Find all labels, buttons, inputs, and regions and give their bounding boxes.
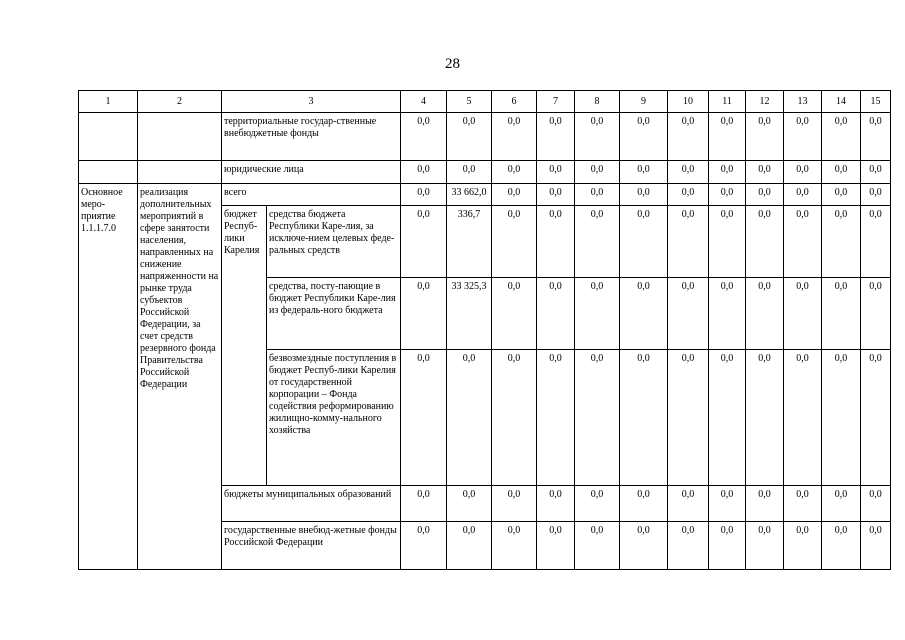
value-cell: 0,0	[575, 486, 620, 522]
value-cell: 0,0	[668, 522, 709, 570]
value-cell: 33 325,3	[447, 278, 492, 350]
empty-cell	[79, 161, 138, 184]
value-cell: 0,0	[822, 184, 861, 206]
header-cell: 14	[822, 91, 861, 113]
header-cell: 10	[668, 91, 709, 113]
value-cell: 0,0	[784, 184, 822, 206]
header-cell: 11	[709, 91, 746, 113]
value-cell: 0,0	[668, 113, 709, 161]
value-cell: 0,0	[822, 486, 861, 522]
value-cell: 0,0	[784, 522, 822, 570]
value-cell: 0,0	[709, 350, 746, 486]
value-cell: 0,0	[668, 486, 709, 522]
row-label: юридические лица	[222, 161, 401, 184]
value-cell: 0,0	[401, 161, 447, 184]
value-cell: 0,0	[709, 113, 746, 161]
header-cell: 9	[620, 91, 668, 113]
value-cell: 0,0	[537, 113, 575, 161]
value-cell: 0,0	[668, 161, 709, 184]
value-cell: 0,0	[620, 486, 668, 522]
value-cell: 0,0	[537, 184, 575, 206]
event-description: реализация дополнительных мероприятий в сфере занятости населения, направленных на снижение напряженности на рынке труда субъектов Российской Федерации, за счет средств резервного фонда Правительства Российской Федерации	[138, 184, 222, 570]
header-cell: 6	[492, 91, 537, 113]
value-cell: 0,0	[746, 184, 784, 206]
value-cell: 0,0	[746, 486, 784, 522]
value-cell: 0,0	[709, 278, 746, 350]
value-cell: 0,0	[575, 278, 620, 350]
header-cell: 4	[401, 91, 447, 113]
row-label: государственные внебюд-жетные фонды Российской Федерации	[222, 522, 401, 570]
table-row	[79, 113, 891, 161]
value-cell: 0,0	[861, 350, 891, 486]
value-cell: 0,0	[447, 522, 492, 570]
value-cell: 0,0	[401, 184, 447, 206]
value-cell: 0,0	[620, 161, 668, 184]
empty-cell	[79, 113, 138, 161]
value-cell: 0,0	[537, 486, 575, 522]
value-cell: 0,0	[822, 278, 861, 350]
value-cell: 0,0	[822, 522, 861, 570]
value-cell: 0,0	[447, 113, 492, 161]
value-cell: 0,0	[709, 486, 746, 522]
value-cell: 0,0	[575, 206, 620, 278]
value-cell: 0,0	[537, 350, 575, 486]
value-cell: 0,0	[492, 184, 537, 206]
value-cell: 0,0	[861, 184, 891, 206]
value-cell: 0,0	[709, 522, 746, 570]
row-label: безвозмездные поступления в бюджет Респуб-лики Карелия от государственной корпорации – Фонда содействия реформированию жилищно-комму-нального хозяйства	[267, 350, 401, 486]
row-label: бюджеты муниципальных образований	[222, 486, 401, 522]
header-cell: 12	[746, 91, 784, 113]
budget-table	[78, 90, 891, 570]
value-cell: 0,0	[746, 161, 784, 184]
value-cell: 0,0	[784, 278, 822, 350]
value-cell: 0,0	[709, 161, 746, 184]
value-cell: 0,0	[784, 113, 822, 161]
value-cell: 0,0	[492, 278, 537, 350]
value-cell: 0,0	[537, 278, 575, 350]
row-label: средства, посту-пающие в бюджет Республики Каре-лия из федераль-ного бюджета	[267, 278, 401, 350]
page-number: 28	[445, 56, 460, 72]
header-cell: 2	[138, 91, 222, 113]
value-cell: 0,0	[620, 113, 668, 161]
header-cell: 1	[79, 91, 138, 113]
value-cell: 0,0	[401, 206, 447, 278]
value-cell: 0,0	[492, 206, 537, 278]
value-cell: 0,0	[746, 278, 784, 350]
value-cell: 0,0	[861, 161, 891, 184]
value-cell: 0,0	[575, 161, 620, 184]
row-label: средства бюджета Республики Каре-лия, за исключе-нием целевых феде-ральных средств	[267, 206, 401, 278]
value-cell: 0,0	[822, 161, 861, 184]
value-cell: 0,0	[401, 486, 447, 522]
value-cell: 0,0	[784, 486, 822, 522]
value-cell: 0,0	[537, 206, 575, 278]
value-cell: 336,7	[447, 206, 492, 278]
value-cell: 0,0	[668, 350, 709, 486]
value-cell: 0,0	[447, 350, 492, 486]
value-cell: 0,0	[746, 350, 784, 486]
value-cell: 0,0	[784, 206, 822, 278]
value-cell: 0,0	[620, 184, 668, 206]
value-cell: 0,0	[537, 161, 575, 184]
value-cell: 0,0	[492, 350, 537, 486]
empty-cell	[138, 161, 222, 184]
value-cell: 0,0	[492, 486, 537, 522]
value-cell: 0,0	[447, 486, 492, 522]
value-cell: 0,0	[492, 161, 537, 184]
value-cell: 0,0	[575, 350, 620, 486]
value-cell: 33 662,0	[447, 184, 492, 206]
value-cell: 0,0	[492, 522, 537, 570]
value-cell: 0,0	[861, 278, 891, 350]
value-cell: 0,0	[620, 350, 668, 486]
value-cell: 0,0	[861, 486, 891, 522]
budget-group-label: бюджет Респуб-лики Карелия	[222, 206, 267, 486]
header-cell: 5	[447, 91, 492, 113]
value-cell: 0,0	[492, 113, 537, 161]
value-cell: 0,0	[620, 522, 668, 570]
value-cell: 0,0	[822, 113, 861, 161]
value-cell: 0,0	[709, 206, 746, 278]
header-row	[79, 91, 891, 113]
value-cell: 0,0	[668, 206, 709, 278]
value-cell: 0,0	[575, 113, 620, 161]
table-row	[79, 184, 891, 206]
value-cell: 0,0	[401, 350, 447, 486]
empty-cell	[138, 113, 222, 161]
value-cell: 0,0	[784, 350, 822, 486]
value-cell: 0,0	[822, 350, 861, 486]
value-cell: 0,0	[401, 278, 447, 350]
value-cell: 0,0	[401, 522, 447, 570]
header-cell: 13	[784, 91, 822, 113]
header-cell: 7	[537, 91, 575, 113]
value-cell: 0,0	[447, 161, 492, 184]
value-cell: 0,0	[575, 522, 620, 570]
event-code: Основное меро-приятие 1.1.1.7.0	[79, 184, 138, 570]
header-cell: 8	[575, 91, 620, 113]
value-cell: 0,0	[668, 278, 709, 350]
value-cell: 0,0	[861, 113, 891, 161]
row-label: территориальные государ-ственные внебюджетные фонды	[222, 113, 401, 161]
value-cell: 0,0	[620, 278, 668, 350]
value-cell: 0,0	[575, 184, 620, 206]
value-cell: 0,0	[668, 184, 709, 206]
row-label: всего	[222, 184, 401, 206]
header-cell: 15	[861, 91, 891, 113]
value-cell: 0,0	[620, 206, 668, 278]
value-cell: 0,0	[746, 206, 784, 278]
value-cell: 0,0	[822, 206, 861, 278]
value-cell: 0,0	[861, 522, 891, 570]
header-cell: 3	[222, 91, 401, 113]
value-cell: 0,0	[746, 522, 784, 570]
value-cell: 0,0	[746, 113, 784, 161]
value-cell: 0,0	[709, 184, 746, 206]
table-row	[79, 161, 891, 184]
value-cell: 0,0	[537, 522, 575, 570]
value-cell: 0,0	[784, 161, 822, 184]
value-cell: 0,0	[401, 113, 447, 161]
value-cell: 0,0	[861, 206, 891, 278]
